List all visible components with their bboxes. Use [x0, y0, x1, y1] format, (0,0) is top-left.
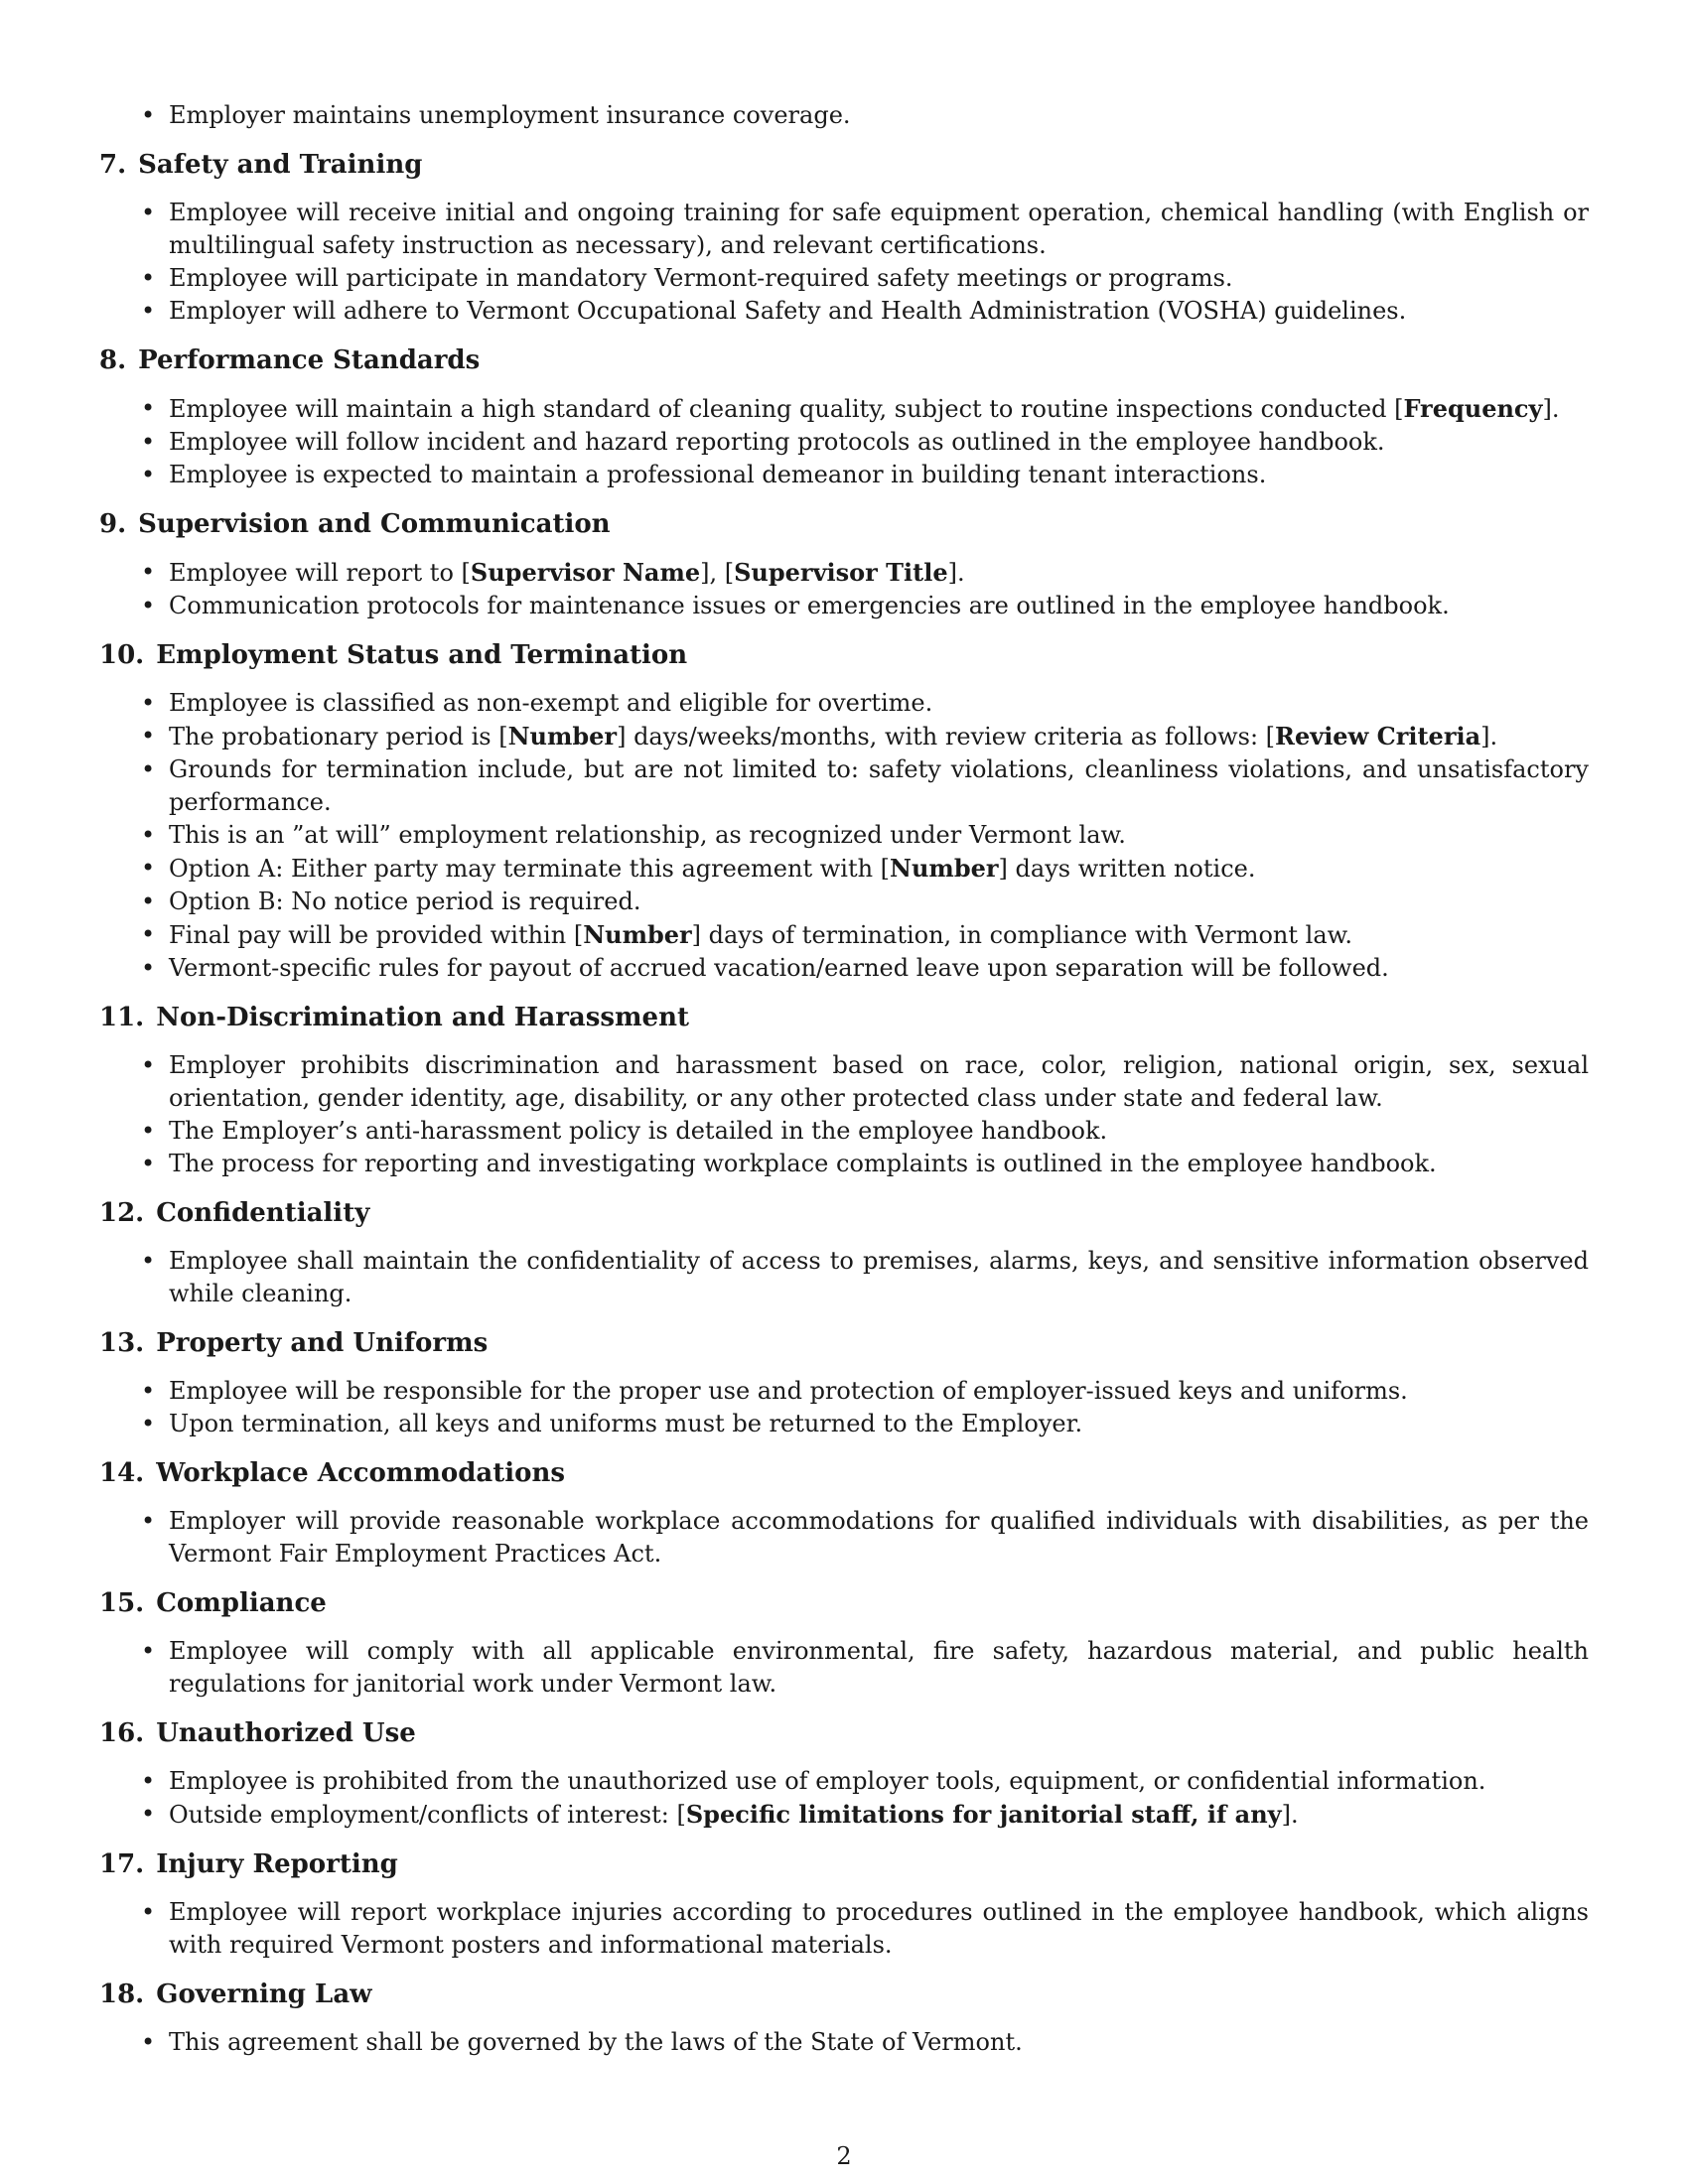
list-item [99, 1245, 1589, 1310]
placeholder-field: Number [890, 854, 999, 883]
list-item [99, 852, 1589, 886]
list-item [99, 918, 1589, 952]
list-item [99, 1148, 1589, 1180]
list-item-text: ]. [1281, 1801, 1299, 1829]
bullet-list [99, 687, 1589, 985]
section-number: 12. [99, 1198, 145, 1228]
list-item-text: Employee will report to [ [169, 559, 471, 587]
list-item-text: Employer maintains unemployment insurance coverage. [169, 101, 851, 129]
list-item-text: Employee will follow incident and hazard reporting protocols as outlined in the employee handbook. [169, 428, 1385, 456]
list-item [99, 819, 1589, 852]
section-number: 10. [99, 640, 145, 670]
section-title: Performance Standards [138, 345, 481, 375]
list-item-text: Employee is classified as non-exempt and eligible for overtime. [169, 689, 933, 717]
bullet-list [99, 1896, 1589, 1962]
section-heading [99, 1197, 1589, 1229]
bullet-list [99, 1245, 1589, 1310]
bullet-list [99, 556, 1589, 622]
section-number: 16. [99, 1718, 145, 1748]
page-number: 2 [836, 2142, 852, 2170]
section-8 [99, 344, 1589, 491]
list-item [99, 720, 1589, 753]
list-item [99, 687, 1589, 720]
bullet-list [99, 1375, 1589, 1440]
list-item-text: Option B: No notice period is required. [169, 887, 641, 915]
section-number: 17. [99, 1849, 145, 1879]
section-title: Safety and Training [138, 150, 423, 180]
bullet-list [99, 2026, 1589, 2059]
placeholder-field: Supervisor Name [470, 558, 701, 587]
list-item-text: Employee will comply with all applicable environmental, fire safety, hazardous material, and public health regulations for janitorial work under Vermont law. [169, 1637, 1589, 1698]
section-heading [99, 508, 1589, 540]
list-item-text: The Employer’s anti-harassment policy is detailed in the employee handbook. [169, 1117, 1108, 1145]
section-number: 11. [99, 1003, 145, 1032]
list-item-text: Employer will adhere to Vermont Occupational Safety and Health Administration (VOSHA) guidelines. [169, 297, 1407, 325]
section-title: Compliance [156, 1588, 327, 1618]
list-item [99, 1635, 1589, 1701]
section-11 [99, 1002, 1589, 1180]
list-item-text: Employee will receive initial and ongoing training for safe equipment operation, chemical handling (with English or multilingual safety instruction as necessary), and relevant certifications. [169, 199, 1589, 259]
section-number: 9. [99, 509, 127, 539]
section-heading [99, 344, 1589, 376]
section-title: Governing Law [156, 1979, 372, 2009]
section-title: Workplace Accommodations [156, 1458, 566, 1488]
list-item-text: Upon termination, all keys and uniforms must be returned to the Employer. [169, 1410, 1083, 1437]
list-item [99, 886, 1589, 918]
section-heading [99, 1717, 1589, 1749]
list-item-text: Vermont-specific rules for payout of accrued vacation/earned leave upon separation will be followed. [169, 954, 1389, 982]
placeholder-field: Number [583, 920, 692, 949]
list-item-text: Employer will provide reasonable workplace accommodations for qualified individuals with disabilities, as per the Vermont Fair Employment Practices Act. [169, 1507, 1589, 1568]
section-heading [99, 1587, 1589, 1619]
list-item [99, 99, 1589, 132]
section-heading [99, 149, 1589, 181]
section-heading [99, 1327, 1589, 1359]
section-title: Supervision and Communication [138, 509, 611, 539]
list-item [99, 262, 1589, 295]
list-item-text: ] days/weeks/months, with review criteria as follows: [ [617, 723, 1276, 751]
list-item-text: Employee shall maintain the confidentiality of access to premises, alarms, keys, and sensitive information observed while cleaning. [169, 1247, 1589, 1307]
list-item-text: This is an ”at will” employment relationship, as recognized under Vermont law. [169, 821, 1126, 849]
list-item [99, 1049, 1589, 1115]
section-number: 13. [99, 1328, 145, 1358]
section-14 [99, 1457, 1589, 1570]
list-item [99, 295, 1589, 328]
section-10 [99, 639, 1589, 985]
section-title: Property and Uniforms [156, 1328, 489, 1358]
placeholder-field: Specific limitations for janitorial staff, if any [685, 1800, 1282, 1829]
bullet-list [99, 392, 1589, 491]
section-9 [99, 508, 1589, 622]
list-item-text: Employee will report workplace injuries according to procedures outlined in the employee handbook, which aligns with required Vermont posters and informational materials. [169, 1898, 1589, 1959]
bullet-list [99, 1765, 1589, 1832]
list-item-text: The process for reporting and investigating workplace complaints is outlined in the employee handbook. [169, 1150, 1437, 1177]
list-item [99, 590, 1589, 622]
list-item-text: Employee will participate in mandatory Vermont-required safety meetings or programs. [169, 264, 1233, 292]
list-item-text: Option A: Either party may terminate this agreement with [ [169, 855, 891, 883]
list-item-text: ], [ [700, 559, 735, 587]
section-18 [99, 1979, 1589, 2059]
section-title: Unauthorized Use [156, 1718, 416, 1748]
list-item-text: Final pay will be provided within [ [169, 921, 584, 949]
section-number: 14. [99, 1458, 145, 1488]
section-17 [99, 1848, 1589, 1962]
placeholder-field: Number [507, 722, 618, 751]
section-number: 18. [99, 1979, 145, 2009]
section-13 [99, 1327, 1589, 1440]
list-item [99, 1115, 1589, 1148]
list-item-text: Outside employment/conflicts of interest: [ [169, 1801, 686, 1829]
section-16 [99, 1717, 1589, 1832]
section-number: 15. [99, 1588, 145, 1618]
list-item [99, 426, 1589, 459]
continuation-list [99, 99, 1589, 132]
list-item-text: ]. [1480, 723, 1498, 751]
section-number: 8. [99, 345, 127, 375]
list-item [99, 1896, 1589, 1962]
placeholder-field: Supervisor Title [734, 558, 948, 587]
list-item [99, 197, 1589, 262]
list-item [99, 556, 1589, 590]
section-7 [99, 149, 1589, 328]
list-item-text: Employee will be responsible for the proper use and protection of employer-issued keys and uniforms. [169, 1377, 1408, 1405]
list-item-text: The probationary period is [ [169, 723, 508, 751]
section-heading [99, 1002, 1589, 1033]
section-title: Injury Reporting [156, 1849, 398, 1879]
list-item-text: ] days of termination, in compliance with Vermont law. [691, 921, 1352, 949]
list-item [99, 753, 1589, 819]
bullet-list [99, 1049, 1589, 1180]
list-item [99, 1375, 1589, 1408]
section-15 [99, 1587, 1589, 1701]
list-item-text: Employee is expected to maintain a professional demeanor in building tenant interactions. [169, 461, 1267, 488]
list-item [99, 2026, 1589, 2059]
bullet-list [99, 1635, 1589, 1701]
section-number: 7. [99, 150, 127, 180]
placeholder-field: Review Criteria [1275, 722, 1481, 751]
list-item [99, 1798, 1589, 1832]
list-item [99, 1505, 1589, 1570]
section-title: Employment Status and Termination [156, 640, 688, 670]
sections-container [99, 149, 1589, 2059]
list-item-text: Employer prohibits discrimination and harassment based on race, color, religion, national origin, sex, sexual orientation, gender identity, age, disability, or any other protected class under state and federal law. [169, 1051, 1589, 1112]
list-item-text: Grounds for termination include, but are not limited to: safety violations, cleanliness violations, and unsatisfactory performance. [169, 755, 1589, 816]
list-item-text: ]. [1542, 395, 1560, 423]
list-item-text: ]. [947, 559, 965, 587]
list-item-text: ] days written notice. [998, 855, 1256, 883]
list-item [99, 459, 1589, 491]
list-item-text: Communication protocols for maintenance issues or emergencies are outlined in the employee handbook. [169, 592, 1450, 619]
section-heading [99, 639, 1589, 671]
list-item [99, 392, 1589, 426]
document-page [99, 99, 1589, 2076]
list-item-text: Employee will maintain a high standard of cleaning quality, subject to routine inspections conducted [ [169, 395, 1404, 423]
section-12 [99, 1197, 1589, 1310]
bullet-list [99, 197, 1589, 328]
section-title: Confidentiality [156, 1198, 370, 1228]
list-item [99, 1765, 1589, 1798]
section-heading [99, 1848, 1589, 1880]
placeholder-field: Frequency [1403, 394, 1543, 423]
list-item-text: Employee is prohibited from the unauthorized use of employer tools, equipment, or confidential information. [169, 1767, 1486, 1795]
section-heading [99, 1979, 1589, 2010]
bullet-list [99, 1505, 1589, 1570]
list-item [99, 952, 1589, 985]
section-heading [99, 1457, 1589, 1489]
list-item-text: This agreement shall be governed by the laws of the State of Vermont. [169, 2028, 1023, 2056]
list-item [99, 1408, 1589, 1440]
section-title: Non-Discrimination and Harassment [156, 1003, 690, 1032]
